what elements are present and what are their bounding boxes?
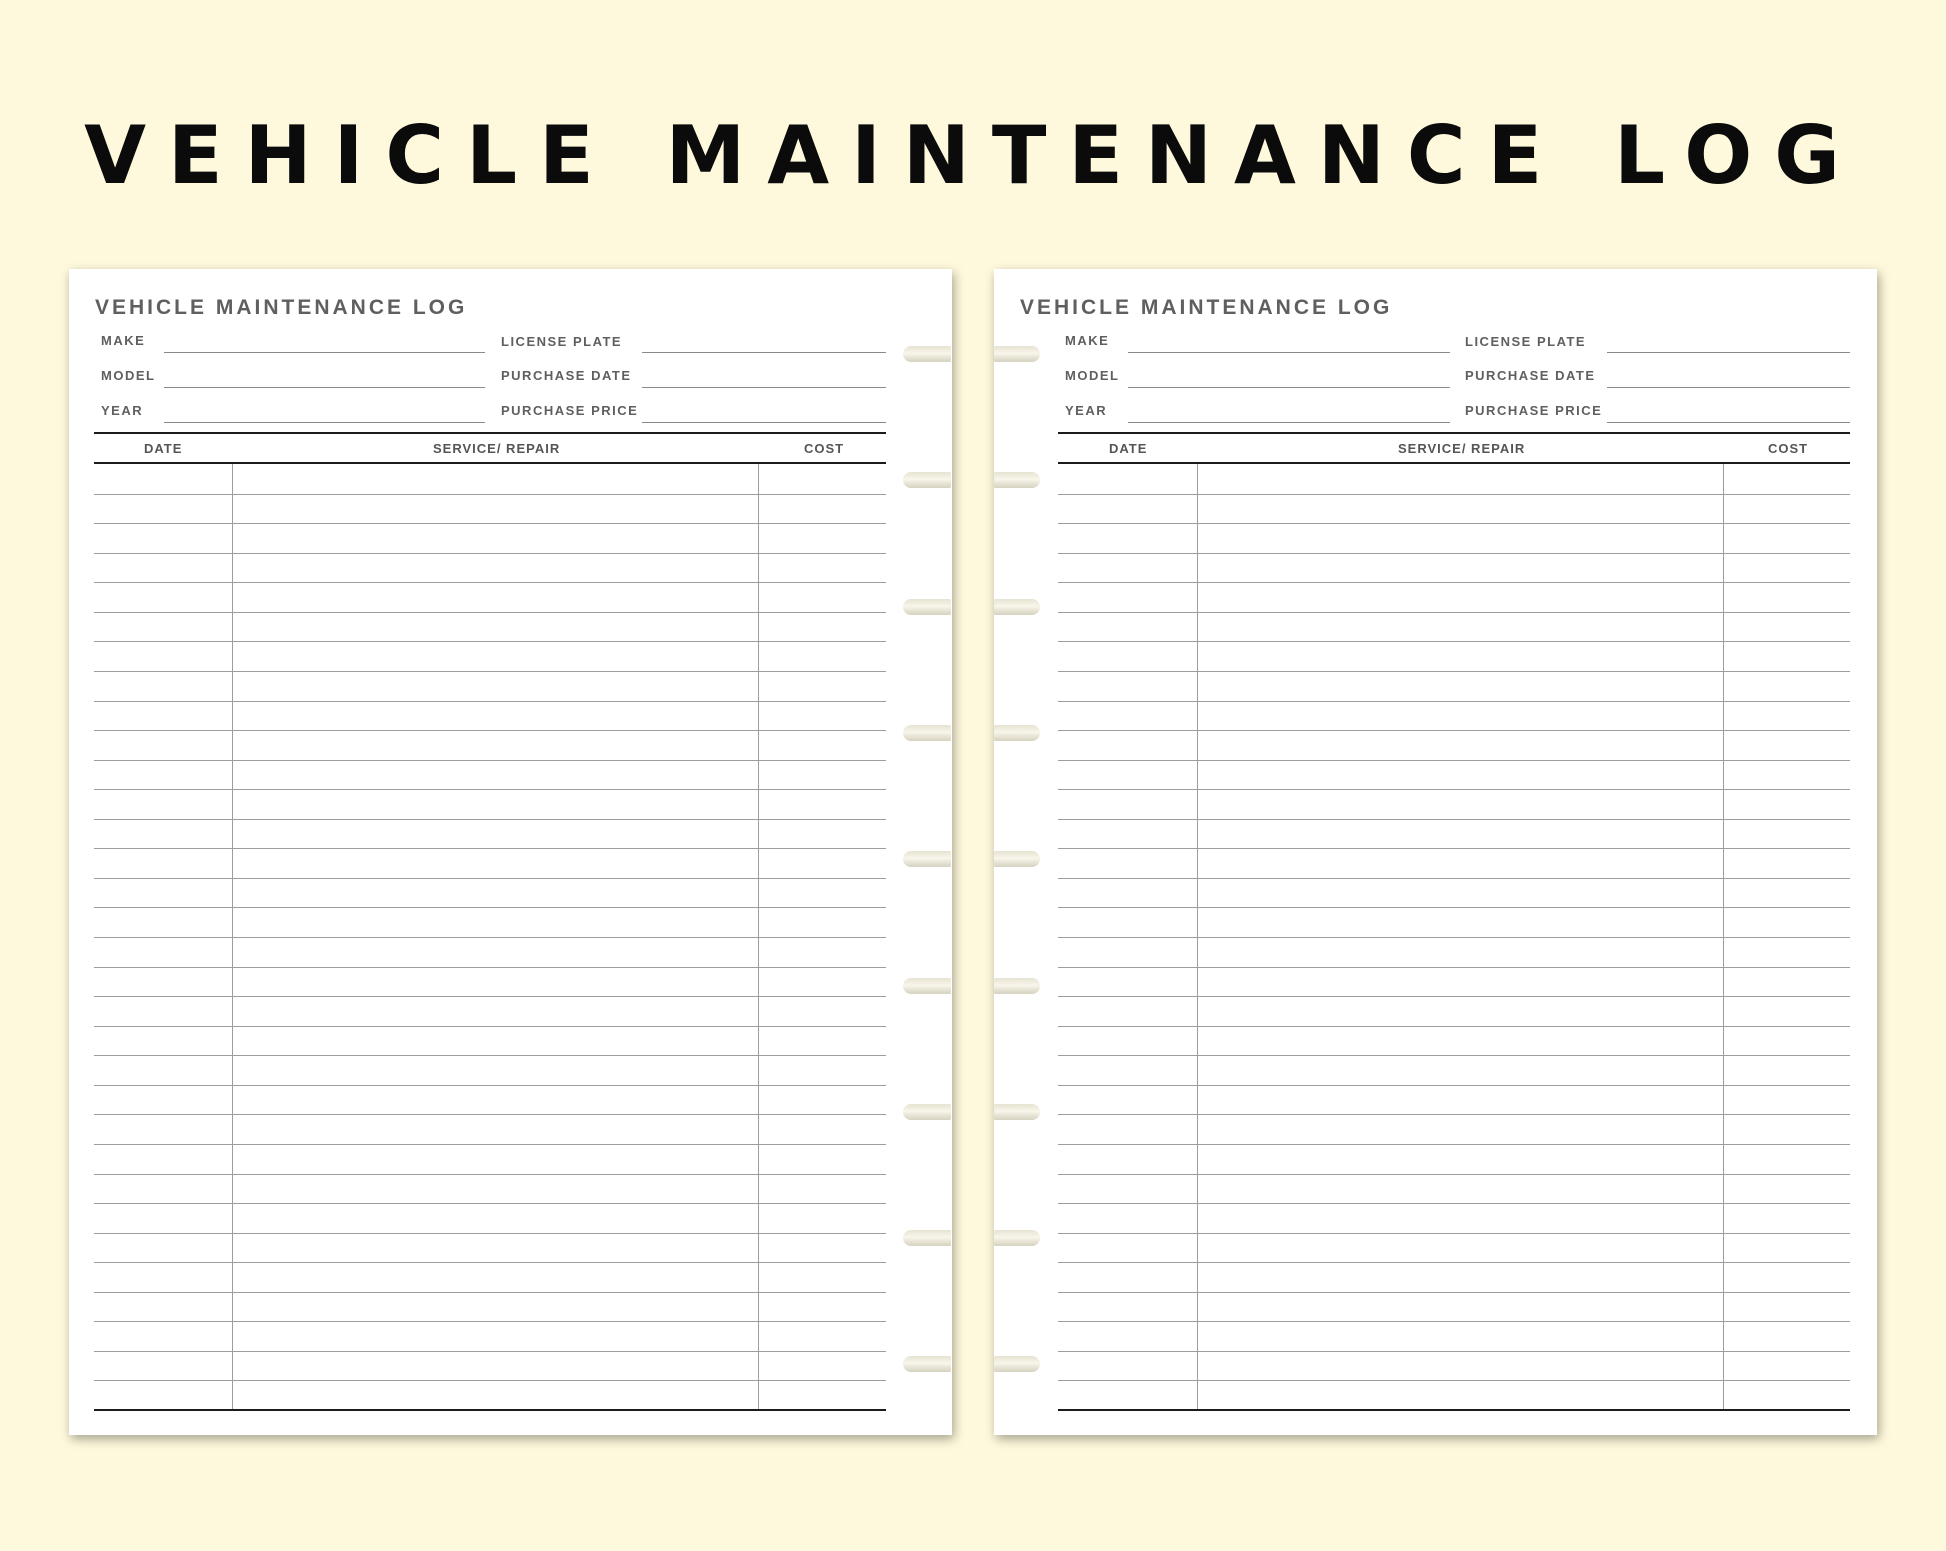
row-line xyxy=(1058,701,1850,702)
page-title: VEHICLE MAINTENANCE LOG xyxy=(1020,296,1393,319)
table-bottom-rule xyxy=(94,1409,886,1411)
row-line xyxy=(94,760,886,761)
binder-ring-right xyxy=(994,346,1040,362)
row-line xyxy=(94,730,886,731)
row-line xyxy=(1058,671,1850,672)
column-header-cost: COST xyxy=(804,441,845,456)
binder-ring-left xyxy=(903,1104,951,1120)
row-line xyxy=(94,1321,886,1322)
row-line xyxy=(94,1085,886,1086)
column-header-date: DATE xyxy=(144,441,183,456)
make-label: MAKE xyxy=(1065,333,1110,348)
row-line xyxy=(1058,1026,1850,1027)
row-line xyxy=(94,523,886,524)
row-line xyxy=(1058,1262,1850,1263)
row-line xyxy=(1058,1144,1850,1145)
row-line xyxy=(94,1144,886,1145)
year-line xyxy=(1128,422,1450,423)
log-rows xyxy=(1058,464,1850,1410)
year-label: YEAR xyxy=(101,403,144,418)
planner-page-left xyxy=(69,269,952,1435)
row-line xyxy=(94,819,886,820)
row-line xyxy=(1058,523,1850,524)
row-line xyxy=(94,878,886,879)
binder-ring-right xyxy=(994,472,1040,488)
purchase-date-label: PURCHASE DATE xyxy=(1465,368,1596,383)
row-line xyxy=(1058,1174,1850,1175)
row-line xyxy=(94,671,886,672)
row-line xyxy=(1058,996,1850,997)
row-line xyxy=(94,641,886,642)
year-label: YEAR xyxy=(1065,403,1108,418)
binder-ring-left xyxy=(903,599,951,615)
row-line xyxy=(94,494,886,495)
table-bottom-rule xyxy=(1058,1409,1850,1411)
row-line xyxy=(1058,1203,1850,1204)
log-table xyxy=(94,432,886,1411)
row-line xyxy=(1058,1351,1850,1352)
model-line xyxy=(1128,387,1450,388)
row-line xyxy=(94,1026,886,1027)
row-line xyxy=(94,1292,886,1293)
row-line xyxy=(94,701,886,702)
row-line xyxy=(1058,848,1850,849)
purchase-price-line xyxy=(1607,422,1850,423)
binder-ring-right xyxy=(994,725,1040,741)
binder-ring-left xyxy=(903,346,951,362)
binder-ring-right xyxy=(994,851,1040,867)
row-line xyxy=(94,996,886,997)
row-line xyxy=(1058,907,1850,908)
row-line xyxy=(1058,553,1850,554)
binder-ring-right xyxy=(994,1104,1040,1120)
binder-ring-left xyxy=(903,472,951,488)
row-line xyxy=(1058,878,1850,879)
column-header-service: SERVICE/ REPAIR xyxy=(433,441,561,456)
row-line xyxy=(1058,967,1850,968)
row-line xyxy=(1058,494,1850,495)
row-line xyxy=(94,1174,886,1175)
log-rows xyxy=(94,464,886,1410)
purchase-price-label: PURCHASE PRICE xyxy=(1465,403,1603,418)
table-top-rule xyxy=(1058,432,1850,434)
make-line xyxy=(164,352,485,353)
license-plate-label: LICENSE PLATE xyxy=(1465,334,1587,349)
row-line xyxy=(94,1114,886,1115)
binder-ring-left xyxy=(903,978,951,994)
row-line xyxy=(1058,730,1850,731)
row-line xyxy=(1058,937,1850,938)
row-line xyxy=(1058,789,1850,790)
planner-page-right xyxy=(994,269,1877,1435)
binder-ring-left xyxy=(903,851,951,867)
make-line xyxy=(1128,352,1450,353)
binder-ring-left xyxy=(903,725,951,741)
binder-ring-right xyxy=(994,1356,1040,1372)
row-line xyxy=(94,848,886,849)
binder-ring-right xyxy=(994,978,1040,994)
row-line xyxy=(1058,641,1850,642)
row-line xyxy=(1058,582,1850,583)
row-line xyxy=(1058,1114,1850,1115)
row-line xyxy=(94,1351,886,1352)
row-line xyxy=(94,907,886,908)
row-line xyxy=(1058,1292,1850,1293)
column-header-service: SERVICE/ REPAIR xyxy=(1398,441,1526,456)
row-line xyxy=(1058,760,1850,761)
make-label: MAKE xyxy=(101,333,146,348)
row-line xyxy=(94,553,886,554)
binder-ring-right xyxy=(994,599,1040,615)
binder-ring-left xyxy=(903,1230,951,1246)
row-line xyxy=(94,612,886,613)
purchase-price-line xyxy=(642,422,886,423)
column-header-cost: COST xyxy=(1768,441,1809,456)
row-line xyxy=(1058,819,1850,820)
license-plate-label: LICENSE PLATE xyxy=(501,334,623,349)
row-line xyxy=(94,1262,886,1263)
row-line xyxy=(1058,1233,1850,1234)
row-line xyxy=(1058,1055,1850,1056)
row-line xyxy=(94,937,886,938)
license-plate-line xyxy=(642,352,886,353)
row-line xyxy=(94,1203,886,1204)
binder-ring-left xyxy=(903,1356,951,1372)
row-line xyxy=(1058,612,1850,613)
row-line xyxy=(94,967,886,968)
year-line xyxy=(164,422,485,423)
model-label: MODEL xyxy=(1065,368,1120,383)
table-top-rule xyxy=(94,432,886,434)
purchase-date-line xyxy=(1607,387,1850,388)
license-plate-line xyxy=(1607,352,1850,353)
row-line xyxy=(94,789,886,790)
binder-ring-right xyxy=(994,1230,1040,1246)
banner-title: VEHICLE MAINTENANCE LOG xyxy=(84,109,1862,202)
row-line xyxy=(1058,1380,1850,1381)
purchase-date-label: PURCHASE DATE xyxy=(501,368,632,383)
log-table xyxy=(1058,432,1850,1411)
page-title: VEHICLE MAINTENANCE LOG xyxy=(95,296,468,319)
purchase-price-label: PURCHASE PRICE xyxy=(501,403,639,418)
column-header-date: DATE xyxy=(1109,441,1148,456)
row-line xyxy=(1058,1085,1850,1086)
model-line xyxy=(164,387,485,388)
model-label: MODEL xyxy=(101,368,156,383)
row-line xyxy=(94,1380,886,1381)
row-line xyxy=(94,1055,886,1056)
row-line xyxy=(94,582,886,583)
row-line xyxy=(94,1233,886,1234)
purchase-date-line xyxy=(642,387,886,388)
row-line xyxy=(1058,1321,1850,1322)
